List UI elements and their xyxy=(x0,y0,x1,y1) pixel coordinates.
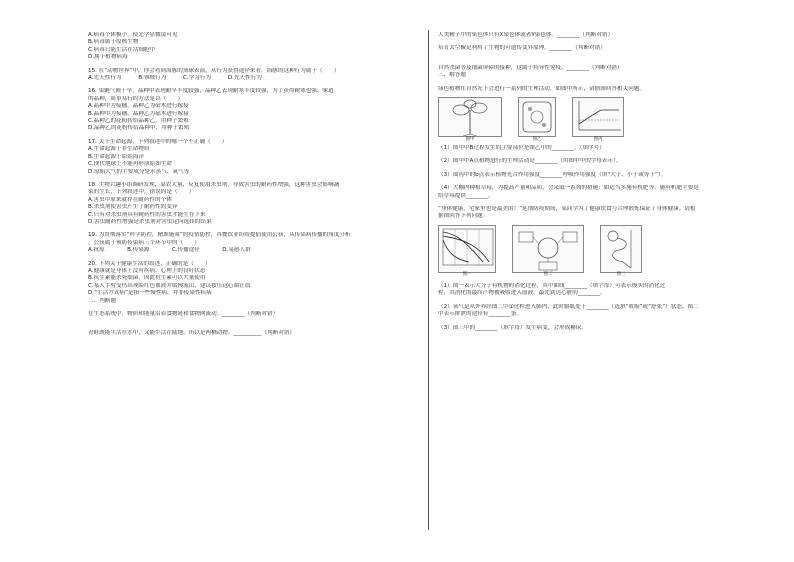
text-line: 二、判断题 xyxy=(88,297,116,304)
right-column xyxy=(438,32,778,332)
text-line: B.生命起源于原始海洋 xyxy=(88,153,144,160)
text-line: C.某人手臂受伤出现暗红色血液并缓慢流出，建议按压远心端止血 xyxy=(88,282,251,289)
figure-row-1 xyxy=(438,97,778,142)
text-line: A.病毒个体极小，使光学显微镜可见 xyxy=(88,32,178,38)
text-line: 19. 为贯彻落实“科学防控，精准施策”的疫情防控，各餐饮业纷纷提倡使用公筷，从传染病传播的角度分析 xyxy=(88,232,351,239)
text-line: B.杀虫剂使害虫产生了耐药性的变异 xyxy=(88,204,178,211)
text-line: A.生命起源于非生命物质 xyxy=(88,146,150,153)
text-line: 人类精子中的染色体只有X染色体或者Y染色体。________（判断对错） xyxy=(438,32,614,38)
text-line: “身体健康，宅家里也是最美的！”延期防疫期间，某同学为了健康饮食与合理锻炼保证了身体健康。请根 xyxy=(438,206,696,213)
text-line: 15. 在“动物世界”中，你会看到海豚的顶球表演，从行为获得途径来看，海豚的这种行为属于（ ） xyxy=(88,67,340,74)
text-line: D.晶种乙的花粉传给晶种甲，用种子繁殖 xyxy=(88,125,190,132)
text-line: A.健康就是身体上没有疾病，心理上的良好状态 xyxy=(88,267,206,274)
circulation-diagram-icon xyxy=(513,226,583,272)
left-column xyxy=(88,32,418,338)
digestion-chart-icon xyxy=(439,226,495,272)
text-line: C.只有对杀虫剂具有耐药性的害虫才能生存下来 xyxy=(88,211,206,218)
text-line: C.病毒只能生活在活细胞中 xyxy=(88,46,156,53)
text-line: 18. 生物兴趣小组调研发现，菜农大量，反复使用杀虫剂，导致害虫的耐药性增强，这种害虫会影响蔬 xyxy=(88,181,340,188)
text-line: C.晶种乙的花粉传给晶种乙，用种子繁殖 xyxy=(88,118,189,125)
fig-caption: 图三 xyxy=(616,272,626,278)
column-divider xyxy=(428,30,429,530)
text-line: （2）图甲中A点植物进行的生理活动是________（用图甲中的字母表示）。 xyxy=(438,158,622,165)
fig-graph xyxy=(572,97,624,142)
text-line: 据图回答下列问题： xyxy=(438,213,489,220)
fig-cell xyxy=(518,97,556,142)
fig-caption: 图甲 xyxy=(465,136,475,142)
text-line: ，公筷属于预防传染病三个环节中的（ ） xyxy=(88,239,200,246)
fig-plant xyxy=(438,97,502,142)
text-line: 20. 下列关于健康生活的叙述，正确的是（ ） xyxy=(88,260,211,267)
text-line: （3）图丙中的b点表示植物光合作用强度________呼吸作用强度（填“大于、小于或等于”）。 xyxy=(438,171,667,178)
fig-caption: 图乙 xyxy=(532,136,542,142)
text-line: B.晶种甲为接穗，晶种乙为砧木进行嫁接 xyxy=(88,110,189,117)
fig-nephron xyxy=(600,225,642,278)
text-line: 程，其消化的最终产物被吸收进入血液，最先到达心脏的________。 xyxy=(438,290,606,297)
text-line: D.害虫耐药性增强是杀虫剂对害虫定向选择的结果 xyxy=(88,218,212,225)
plant-diagram-icon xyxy=(439,98,501,136)
fig-caption: 图二 xyxy=(543,272,553,278)
text-line: 在生态系统中，物质和能量沿着食物链和食物网流动。________（判断对错） xyxy=(88,311,279,317)
nephron-diagram-icon xyxy=(601,226,641,272)
figure-row-2 xyxy=(438,225,778,278)
text-line: A.抗原 B.传染源 C.传播途径 D.易感人群 xyxy=(88,247,251,254)
text-line: （1）图甲中B过程发生的主要部位是图乙中的________。（填序号） xyxy=(438,145,605,152)
text-line: D.“生活方式病”是指一些慢性病，并非传染性疾病 xyxy=(88,290,212,297)
fig-circulation xyxy=(512,225,584,278)
text-line: B.抗生素能杀死细菌，因此抗生素可以大量使用 xyxy=(88,275,206,282)
text-line: D.原始大气的主要成分是水蒸气、氧气等 xyxy=(88,168,190,175)
fig-caption: 图一 xyxy=(462,272,472,278)
text-line: （2）氧气是从外界经图二中①过程进入肺内，此时膈肌处于________（选填“收缩”或“舒张”）状态。图二 xyxy=(438,303,699,310)
text-line: （4）大棚内种植草莓，为提高产量和品质，会采取一系列的措施：如适当多施有机肥等。施有机肥主要是 xyxy=(438,185,699,192)
text-line: D.属于植物病毒 xyxy=(88,54,128,61)
text-line: A.害虫中原来就存在耐药性的个体 xyxy=(88,196,172,203)
text-line: 培育太空椒是利用了生物的可遗传变异原理。________（判断对错） xyxy=(438,45,606,52)
text-line: C.现代地球上不能再形成原始生命 xyxy=(88,161,172,168)
text-line: 给草莓提供________。 xyxy=(438,192,494,199)
text-line: B.病毒属于原核生物 xyxy=(88,39,139,46)
fig-digestion-chart xyxy=(438,225,496,278)
text-line: 16. 果蝇气候干旱，晶种甲表现耐旱丰度较强，晶种乙表现耐寒丰度较强，为了获得耐寒也强、味道 xyxy=(88,88,334,95)
text-line: 绿色植物在自然光下会进行一系列的生理活动，如图甲所示，请据图回答相关问题。 xyxy=(438,85,645,92)
text-line: A.先天性行为 B.领域行为 C.学习行为 D.先天性行为 xyxy=(88,75,262,82)
text-line: 自然杀菌等及细菌屏障的接种，这属于特异性免疫。________（判断对错） xyxy=(438,64,623,71)
text-line: 17. 关于生命起源，下列叙述中的哪一个不正确（ ） xyxy=(88,138,228,145)
right-top-text xyxy=(438,32,778,93)
text-line: A.晶种甲为接穗，晶种乙为砧木进行嫁接 xyxy=(88,103,189,110)
text-line: 菜的生长，下列叙述中，错误的是（ ） xyxy=(88,189,195,196)
text-line: （3）图三中的________（填字母）发生病变，会形成糖尿。 xyxy=(438,324,587,331)
fig-caption: 图丙 xyxy=(593,136,603,142)
rate-graph-icon xyxy=(573,98,623,136)
text-line: 中表示排泄的途径有________条。 xyxy=(438,311,522,318)
text-line: （1）图一表示大分子有机物的消化过程，其中曲线________（填字母）可表示馒头的消化过 xyxy=(438,282,666,289)
cell-diagram-icon xyxy=(519,98,555,136)
text-line: 三、解答题 xyxy=(438,72,466,79)
right-mid-text xyxy=(438,145,778,221)
right-bottom-text xyxy=(438,283,778,332)
text-line: 的晶种，简单易行的方法是以（ ） xyxy=(88,95,184,102)
text-line: 青蛙既能生活在水中，又能生活在陆地，所以是两栖动物。__________（判断对错） xyxy=(88,330,295,337)
